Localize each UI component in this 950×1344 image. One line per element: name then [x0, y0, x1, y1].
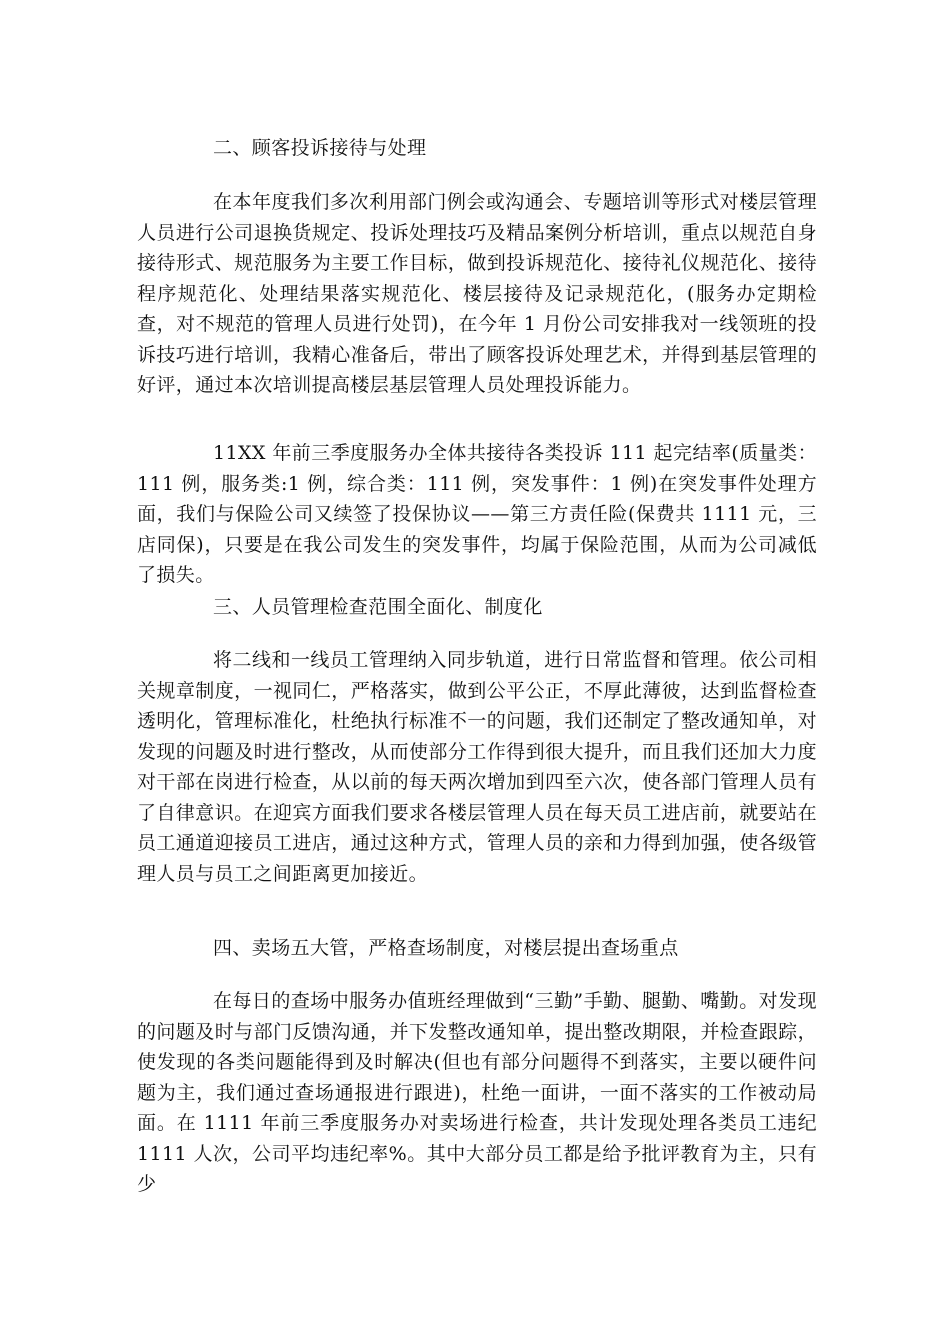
- section-heading-floor-inspection: 四、卖场五大管，严格查场制度，对楼层提出查场重点: [213, 937, 679, 959]
- paragraph-complaint-statistics: 11XX 年前三季度服务办全体共接待各类投诉 111 起完结率(质量类：111 例，服务类:1 例，综合类：111 例，突发事件：1 例)在突发事件处理方面，我们与保险公司又续签了投保协议——第三方责任险(保费共 1111 元，三店同保)，只要是在我公司发生的突发事件，均属于保险范围，从而为公司减低了损失。: [137, 442, 817, 586]
- paragraph-complaint-training: 在本年度我们多次利用部门例会或沟通会、专题培训等形式对楼层管理人员进行公司退换货规定、投诉处理技巧及精品案例分析培训，重点以规范自身接待形式、规范服务为主要工作目标，做到投诉规范化、接待礼仪规范化、接待程序规范化、处理结果落实规范化、楼层接待及记录规范化，(服务办定期检查，对不规范的管理人员进行处罚)，在今年 1 月份公司安排我对一线领班的投诉技巧进行培训，我精心准备后，带出了顾客投诉处理艺术，并得到基层管理的好评，通过本次培训提高楼层基层管理人员处理投诉能力。: [137, 191, 817, 396]
- paragraph-staff-management: 将二线和一线员工管理纳入同步轨道，进行日常监督和管理。依公司相关规章制度，一视同仁，严格落实，做到公平公正，不厚此薄彼，达到监督检查透明化，管理标准化，杜绝执行标准不一的问题，我们还制定了整改通知单，对发现的问题及时进行整改，从而使部分工作得到很大提升，而且我们还加大力度对干部在岗进行检查，从以前的每天两次增加到四至六次，使各部门管理人员有了自律意识。在迎宾方面我们要求各楼层管理人员在每天员工进店前，就要站在员工通道迎接员工进店，通过这种方式，管理人员的亲和力得到加强，使各级管理人员与员工之间距离更加接近。: [137, 649, 817, 885]
- section-heading-complaints: 二、顾客投诉接待与处理: [213, 137, 427, 159]
- paragraph-floor-inspection: 在每日的查场中服务办值班经理做到“三勤”手勤、腿勤、嘴勤。对发现的问题及时与部门反馈沟通，并下发整改通知单，提出整改期限，并检查跟踪，使发现的各类问题能得到及时解决(但也有部分问题得不到落实，主要以硬件问题为主，我们通过查场通报进行跟进)，杜绝一面讲，一面不落实的工作被动局面。在 1111 年前三季度服务办对卖场进行检查，共计发现处理各类员工违纪 1111 人次，公司平均违纪率%。其中大部分员工都是给予批评教育为主，只有少: [137, 990, 817, 1195]
- section-heading-staff-management: 三、人员管理检查范围全面化、制度化: [213, 596, 543, 618]
